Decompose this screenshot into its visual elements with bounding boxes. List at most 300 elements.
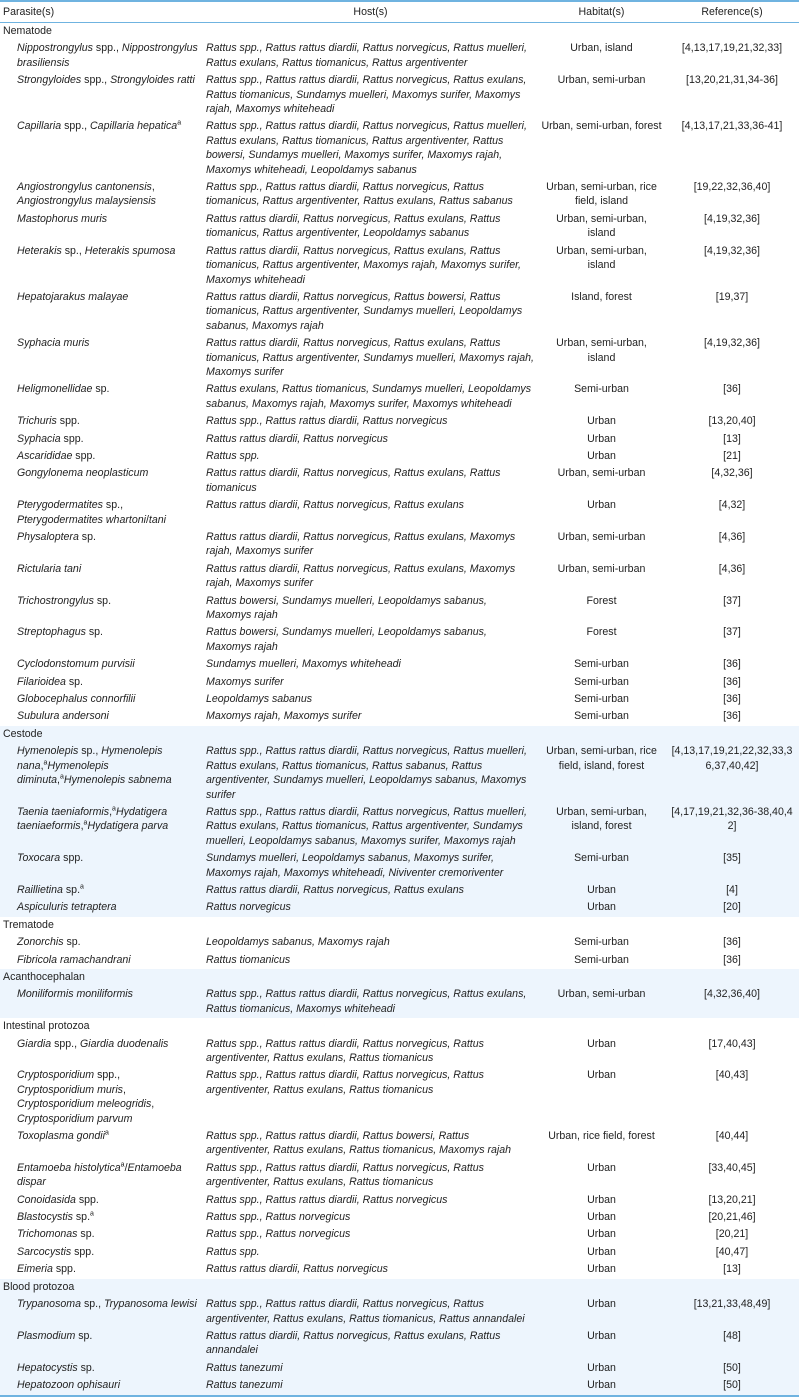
habitat-cell: Urban, semi-urban, island xyxy=(556,337,647,364)
parasite-cell xyxy=(0,289,203,335)
group-row xyxy=(0,726,799,743)
parasite-text: Hymenolepis xyxy=(17,745,82,758)
parasite-cell xyxy=(0,1296,203,1328)
parasite-text: Nippostrongylus xyxy=(17,42,96,55)
reference-cell: [36] xyxy=(723,383,741,396)
parasite-text: spp. xyxy=(78,1193,99,1206)
parasite-cell xyxy=(0,952,203,969)
parasite-text: Cyclodonstomum purvisii xyxy=(17,658,135,671)
habitat-cell: Forest xyxy=(586,594,617,607)
parasite-cell xyxy=(0,656,203,673)
habitat-cell: Semi-urban xyxy=(574,936,629,949)
reference-cell: [19,37] xyxy=(715,290,749,303)
parasite-text: Aspiculuris tetraptera xyxy=(17,901,117,914)
parasite-text: Ascarididae xyxy=(17,449,76,462)
habitat-cell: Semi-urban xyxy=(574,658,629,671)
table-row xyxy=(0,1296,799,1328)
parasite-text: Capillaria hepatica xyxy=(90,120,178,133)
parasite-text: Pterygodermatites xyxy=(17,499,106,512)
group-name: Blood protozoa xyxy=(0,1279,799,1296)
parasite-text: sp. xyxy=(88,626,103,639)
parasite-text: Giardia duodenalis xyxy=(80,1037,169,1050)
group-name: Nematode xyxy=(3,25,52,37)
host-cell: Sundamys muelleri, Leopoldamys sabanus, Maxomys surifer, Maxomys rajah, Maxomys whiteheadi, Niviventer cremoriventer xyxy=(203,850,538,882)
group-row xyxy=(0,969,799,986)
footnote-marker: a xyxy=(80,883,84,891)
host-cell: Rattus spp., Rattus norvegicus xyxy=(206,1228,351,1241)
table-row xyxy=(0,1128,799,1160)
header-parasite: Parasite(s) xyxy=(0,1,203,23)
parasite-cell xyxy=(0,497,203,529)
parasite-text: sp. xyxy=(81,745,96,758)
host-cell: Rattus spp., Rattus rattus diardii, Rattus norvegicus xyxy=(206,1193,448,1206)
host-cell: Rattus rattus diardii, Rattus norvegicus xyxy=(206,432,388,445)
parasite-text: Hymenolepis nana xyxy=(17,745,163,772)
table-row xyxy=(0,656,799,673)
host-cell: Rattus spp., Rattus rattus diardii, Rattus bowersi, Rattus argentiventer, Rattus exulans, Rattus tiomanicus, Maxomys rajah xyxy=(206,1130,512,1157)
host-cell: Rattus spp., Rattus rattus diardii, Rattus norvegicus, Rattus argentiventer, Rattus exulans, Rattus tiomanicus xyxy=(206,1037,484,1064)
parasite-text: Hydatigera parva xyxy=(87,820,169,833)
parasite-cell xyxy=(0,1328,203,1360)
reference-cell: [20] xyxy=(665,899,799,916)
header-host: Host(s) xyxy=(203,1,538,23)
table-row xyxy=(0,1360,799,1377)
habitat-cell: Semi-urban xyxy=(538,850,665,882)
parasite-text: , xyxy=(78,244,85,257)
parasite-cell xyxy=(0,986,203,1018)
habitat-cell: Urban xyxy=(538,899,665,916)
parasite-text: tani xyxy=(148,513,166,526)
habitat-cell: Urban xyxy=(587,1161,616,1174)
parasite-cell xyxy=(0,1377,203,1395)
parasite-text: spp. xyxy=(75,449,96,462)
parasite-cell xyxy=(0,179,203,211)
reference-cell: [4,36] xyxy=(718,531,746,543)
host-cell: Sundamys muelleri, Maxomys whiteheadi xyxy=(206,658,401,671)
host-cell: Rattus spp., Rattus rattus diardii, Rattus norvegicus, Rattus exulans, Rattus tiomanicus, Sundamys muelleri, Maxomys surifer, Maxomys rajah, Maxomys whiteheadi xyxy=(206,74,527,116)
reference-cell: [4,32,36,40] xyxy=(665,986,799,1018)
reference-cell: [36] xyxy=(723,710,741,723)
parasite-text: Zonorchis xyxy=(17,936,67,949)
parasite-cell xyxy=(0,40,203,72)
host-cell: Maxomys rajah, Maxomys surifer xyxy=(206,710,362,723)
reference-cell: [40,47] xyxy=(715,1245,749,1258)
host-cell: Rattus spp., Rattus rattus diardii, Rattus norvegicus, Rattus muelleri, Rattus exulans, Rattus tiomanicus, Rattus argentiventer, Sundamys muelleri, Leopoldamys sabanus, Maxomys surifer, Maxomys rajah xyxy=(203,804,538,850)
habitat-cell: Urban xyxy=(587,1193,616,1206)
reference-cell: [36] xyxy=(723,675,741,688)
habitat-cell: Urban, semi-urban xyxy=(557,562,646,575)
reference-cell: [4,19,32,36] xyxy=(704,337,760,350)
parasite-text: Hydatigera taeniaeformis xyxy=(17,805,168,833)
habitat-cell: Urban xyxy=(587,499,616,512)
parasite-text: Angiostrongylus malaysiensis xyxy=(17,195,156,208)
table-row xyxy=(0,243,799,289)
reference-cell: [36] xyxy=(723,953,741,966)
parasite-cell xyxy=(0,529,203,561)
table-row xyxy=(0,40,799,72)
table-row xyxy=(0,593,799,625)
parasite-text: , xyxy=(151,181,155,194)
habitat-cell: Forest xyxy=(586,626,617,639)
parasite-text: Toxocara xyxy=(17,852,64,865)
reference-cell: [48] xyxy=(665,1328,799,1360)
parasite-cell xyxy=(0,899,203,916)
footnote-marker: a xyxy=(60,773,64,781)
parasite-text: Heterakis spumosa xyxy=(84,244,176,257)
parasite-text: Cryptosporidium muris xyxy=(17,1083,123,1096)
reference-cell: [4,13,17,19,21,22,32,33,36,37,40,42] xyxy=(665,743,799,804)
parasite-text: sp. xyxy=(66,936,81,949)
host-cell: Rattus rattus diardii, Rattus norvegicus, Rattus exulans, Rattus annandalei xyxy=(203,1328,538,1360)
parasite-text: sp. xyxy=(95,383,110,396)
reference-cell: [13,21,33,48,49] xyxy=(665,1296,799,1328)
host-cell: Rattus tanezumi xyxy=(203,1377,538,1395)
parasite-cell xyxy=(0,561,203,593)
reference-cell: [40,44] xyxy=(715,1130,749,1143)
parasite-text: Heterakis xyxy=(17,244,65,257)
parasite-cell xyxy=(0,691,203,708)
parasite-text: / xyxy=(124,1161,128,1174)
table-row xyxy=(0,72,799,118)
parasite-text: , xyxy=(104,74,111,87)
habitat-cell: Urban xyxy=(587,1211,616,1224)
parasite-cell xyxy=(0,934,203,951)
parasite-text: Cryptosporidium meleogridis xyxy=(17,1098,152,1111)
reference-cell: [13,20,40] xyxy=(708,415,756,428)
parasite-text: , xyxy=(95,745,102,758)
parasite-text: spp. xyxy=(63,852,84,865)
table-row xyxy=(0,289,799,335)
reference-cell: [4,19,32,36] xyxy=(704,244,760,257)
habitat-cell: Urban, semi-urban, island, forest xyxy=(538,804,665,850)
reference-cell: [50] xyxy=(665,1360,799,1377)
table-row xyxy=(0,1226,799,1243)
table-row xyxy=(0,899,799,916)
parasite-cell xyxy=(0,1192,203,1209)
habitat-cell: Urban, semi-urban, rice field, island xyxy=(546,181,657,208)
parasite-text: Trypanosoma lewisi xyxy=(103,1298,197,1311)
habitat-cell: Urban, semi-urban xyxy=(557,467,646,480)
habitat-cell: Urban xyxy=(538,1360,665,1377)
reference-cell: [21] xyxy=(723,449,741,462)
parasite-cell xyxy=(0,593,203,625)
table-row xyxy=(0,743,799,804)
footnote-marker: a xyxy=(83,819,88,827)
header-row xyxy=(0,1,799,23)
habitat-cell: Urban, semi-urban xyxy=(557,74,646,87)
habitat-cell: Urban xyxy=(538,882,665,899)
parasite-text: , xyxy=(74,1037,81,1050)
parasite-text: Nippostrongylus brasiliensis xyxy=(17,42,198,69)
group-name: Trematode xyxy=(3,918,54,931)
habitat-cell: Urban xyxy=(587,1228,616,1241)
parasite-text: Mastophorus muris xyxy=(17,212,108,225)
table-row xyxy=(0,381,799,413)
habitat-cell: Urban xyxy=(587,432,616,445)
table-row xyxy=(0,211,799,243)
header-reference: Reference(s) xyxy=(665,1,799,23)
parasite-text: Blastocystis xyxy=(17,1211,76,1224)
table-row xyxy=(0,804,799,850)
reference-cell: [13,20,21] xyxy=(708,1193,756,1206)
parasite-text: Taenia taeniaformis xyxy=(17,805,110,818)
parasite-text: sp. xyxy=(105,499,121,512)
host-cell: Rattus spp., Rattus rattus diardii, Rattus norvegicus, Rattus argentiventer, Rattus exulans, Rattus tiomanicus xyxy=(206,1069,484,1096)
host-cell: Rattus spp., Rattus rattus diardii, Rattus norvegicus, Rattus muelleri, Rattus exulans, Rattus tiomanicus, Rattus argentiventer xyxy=(206,42,527,69)
host-cell: Rattus rattus diardii, Rattus norvegicus, Rattus exulans, Rattus tiomanicus, Rattus argentiventer, Maxomys rajah, Maxomys surifer, Maxomys whiteheadi xyxy=(206,244,521,286)
parasite-cell xyxy=(0,1128,203,1160)
parasite-text: Fibricola ramachandrani xyxy=(17,953,131,966)
table-row xyxy=(0,952,799,969)
parasite-text: Plasmodium xyxy=(17,1329,79,1342)
parasite-text: , xyxy=(115,42,122,55)
parasite-cell xyxy=(0,850,203,882)
group-name: Intestinal protozoa xyxy=(3,1020,90,1033)
parasite-text: Streptophagus xyxy=(17,626,89,639)
parasite-cell xyxy=(0,335,203,381)
parasite-cell xyxy=(0,1160,203,1192)
parasite-text: spp. xyxy=(64,120,85,133)
parasite-text: Syphacia xyxy=(17,432,64,445)
table-row xyxy=(0,986,799,1018)
parasite-text: Hepatozoon ophisauri xyxy=(17,1379,121,1392)
parasite-text: sp. xyxy=(80,1228,95,1241)
host-cell: Rattus rattus diardii, Rattus norvegicus, Rattus exulans, Rattus tiomanicus xyxy=(206,467,501,494)
habitat-cell: Urban xyxy=(538,1377,665,1395)
parasite-text: spp. xyxy=(97,1069,118,1082)
parasite-cell xyxy=(0,674,203,691)
host-cell: Rattus tiomanicus xyxy=(206,953,291,966)
reference-cell: [4,36] xyxy=(718,562,746,575)
reference-cell: [4,13,17,19,21,32,33] xyxy=(681,42,783,55)
parasite-cell xyxy=(0,381,203,413)
parasite-text: Trichostrongylus xyxy=(17,594,97,607)
parasite-text: Hymenolepis diminuta xyxy=(17,759,109,787)
habitat-cell: Island, forest xyxy=(571,290,632,303)
habitat-cell: Urban xyxy=(587,449,616,462)
parasite-text: , xyxy=(117,1069,121,1082)
table-row xyxy=(0,1244,799,1261)
parasite-cell xyxy=(0,413,203,430)
parasite-cell xyxy=(0,431,203,448)
habitat-cell: Urban, semi-urban xyxy=(557,531,646,543)
habitat-cell: Urban, semi-urban, forest xyxy=(541,120,662,133)
group-name: Acanthocephalan xyxy=(0,969,799,986)
habitat-cell: Urban xyxy=(587,1037,616,1050)
parasite-text: Moniliformis moniliformis xyxy=(17,988,133,1001)
parasite-text: Syphacia muris xyxy=(17,337,90,350)
host-cell: Rattus exulans, Rattus tiomanicus, Sundamys muelleri, Leopoldamys sabanus, Maxomys rajah, Maxomys surifer, Maxomys whiteheadi xyxy=(206,383,532,410)
reference-cell: [4,19,32,36] xyxy=(704,212,760,225)
habitat-cell: Urban xyxy=(587,1069,616,1082)
parasite-text: Conoidasida xyxy=(17,1193,79,1206)
parasite-cell xyxy=(0,211,203,243)
parasite-text: , xyxy=(80,820,84,833)
parasite-text: Gongylonema neoplasticum xyxy=(17,467,149,480)
parasite-text: Rictularia tani xyxy=(17,562,82,575)
reference-cell: [37] xyxy=(723,594,741,607)
reference-cell: [20,21] xyxy=(715,1228,749,1241)
parasite-cell xyxy=(0,465,203,497)
parasite-text: , xyxy=(120,499,124,512)
table-row xyxy=(0,1209,799,1226)
parasite-text: Entamoeba histolytica xyxy=(17,1161,121,1174)
parasite-text: sp. xyxy=(81,531,96,543)
parasite-text: sp. xyxy=(96,594,112,607)
table-row xyxy=(0,882,799,899)
table-row xyxy=(0,1192,799,1209)
table-row xyxy=(0,624,799,656)
reference-cell: [19,22,32,36,40] xyxy=(693,181,771,194)
host-cell: Rattus spp., Rattus rattus diardii, Rattus norvegicus, Rattus muelleri, Rattus exulans, Rattus tiomanicus, Rattus sabanus, Rattus argentiventer, Sundamys muelleri, Leopoldamys sabanus, Maxomys surifer xyxy=(203,743,538,804)
host-cell: Rattus rattus diardii, Rattus norvegicus, Rattus exulans xyxy=(203,882,538,899)
habitat-cell: Urban xyxy=(538,1296,665,1328)
parasite-text: Entamoeba dispar xyxy=(17,1161,182,1189)
group-row xyxy=(0,23,799,41)
host-cell: Rattus spp., Rattus rattus diardii, Rattus norvegicus, Rattus tiomanicus, Rattus argentiventer, Rattus exulans, Rattus sabanus xyxy=(206,181,513,208)
table-row xyxy=(0,1377,799,1395)
parasite-cell xyxy=(0,1226,203,1243)
group-row xyxy=(0,1018,799,1035)
parasite-cell xyxy=(0,708,203,725)
footnote-marker: a xyxy=(112,805,116,813)
parasite-cell xyxy=(0,624,203,656)
parasite-text: sp. xyxy=(78,1329,93,1342)
table-row xyxy=(0,1160,799,1192)
parasite-text: spp. xyxy=(59,415,80,428)
parasite-text: Eimeria xyxy=(17,1263,56,1276)
habitat-cell: Urban xyxy=(587,1245,616,1258)
reference-cell: [13,20,21,31,34-36] xyxy=(686,74,778,87)
parasite-text: Pterygodermatites whartoni xyxy=(17,513,146,526)
habitat-cell: Semi-urban xyxy=(574,953,629,966)
parasite-text: sp. xyxy=(83,1298,99,1311)
parasite-cell xyxy=(0,882,203,899)
table-body xyxy=(0,23,799,1396)
habitat-cell: Urban, semi-urban, rice field, island, forest xyxy=(538,743,665,804)
parasite-text: Trichomonas xyxy=(17,1228,81,1241)
table-row xyxy=(0,691,799,708)
parasite-cell xyxy=(0,804,203,850)
parasite-text: spp. xyxy=(84,74,105,87)
table-row xyxy=(0,179,799,211)
parasite-text: Strongyloides xyxy=(17,74,85,87)
parasite-text: Hepatojarakus malayae xyxy=(17,290,129,303)
reference-cell: [4,32] xyxy=(718,499,746,512)
parasite-text: , xyxy=(98,1298,104,1311)
footnote-marker: a xyxy=(43,759,48,767)
host-cell: Rattus norvegicus xyxy=(203,899,538,916)
table-row xyxy=(0,674,799,691)
habitat-cell: Urban, semi-urban xyxy=(538,986,665,1018)
parasite-text: sp. xyxy=(68,675,83,688)
habitat-cell: Urban xyxy=(587,1263,616,1276)
parasite-text: Physaloptera xyxy=(17,531,82,543)
table-row xyxy=(0,1036,799,1068)
parasite-text: Trichuris xyxy=(17,415,60,428)
host-cell: Rattus rattus diardii, Rattus norvegicus, Rattus exulans, Maxomys rajah, Maxomys surifer xyxy=(206,531,516,558)
parasite-text: Capillaria xyxy=(17,120,65,133)
parasite-text: Giardia xyxy=(17,1037,55,1050)
reference-cell: [36] xyxy=(723,693,741,706)
habitat-cell: Semi-urban xyxy=(574,693,629,706)
habitat-cell: Semi-urban xyxy=(574,710,629,723)
reference-cell: [50] xyxy=(665,1377,799,1395)
table-row xyxy=(0,1261,799,1278)
parasite-text: sp. xyxy=(80,1361,95,1374)
group-name: Cestode xyxy=(0,726,799,743)
table-row xyxy=(0,448,799,465)
parasite-text: , xyxy=(151,1098,155,1111)
table-row xyxy=(0,708,799,725)
habitat-cell: Urban, island xyxy=(570,42,633,55)
habitat-cell: Urban, rice field, forest xyxy=(548,1130,655,1143)
habitat-cell: Urban xyxy=(538,1328,665,1360)
parasite-text: spp. xyxy=(54,1037,75,1050)
parasite-text: Sarcocystis xyxy=(17,1245,75,1258)
table-row xyxy=(0,1328,799,1360)
parasite-text: Hepatocystis xyxy=(17,1361,81,1374)
host-cell: Rattus rattus diardii, Rattus norvegicus, Rattus exulans, Rattus tiomanicus, Rattus argentiventer, Sundamys muelleri, Maxomys rajah, Maxomys surifer xyxy=(206,337,534,378)
habitat-cell: Semi-urban xyxy=(574,383,629,396)
parasite-text: Angiostrongylus cantonensis xyxy=(17,181,152,194)
reference-cell: [4,13,17,21,33,36-41] xyxy=(681,120,783,133)
parasite-cell xyxy=(0,743,203,804)
host-cell: Rattus rattus diardii, Rattus norvegicus, Rattus bowersi, Rattus tiomanicus, Rattus argentiventer, Sundamys muelleri, Leopoldamys sabanus, Maxomys rajah xyxy=(206,290,523,332)
table-row xyxy=(0,529,799,561)
parasite-text: Hymenolepis sabnema xyxy=(63,774,172,787)
host-cell: Leopoldamys sabanus, Maxomys rajah xyxy=(206,936,390,949)
host-cell: Rattus rattus diardii, Rattus norvegicus, Rattus exulans, Rattus tiomanicus, Rattus argentiventer, Leopoldamys sabanus xyxy=(206,212,501,240)
table-row xyxy=(0,431,799,448)
table-row xyxy=(0,561,799,593)
parasite-text: Cryptosporidium xyxy=(17,1069,98,1082)
reference-cell: [13] xyxy=(723,1263,741,1276)
footnote-marker: a xyxy=(120,1161,125,1169)
parasite-text: Trypanosoma xyxy=(17,1298,84,1311)
parasite-text: sp. xyxy=(65,883,81,896)
reference-cell: [4,32,36] xyxy=(711,467,753,480)
reference-cell: [35] xyxy=(665,850,799,882)
parasite-cell xyxy=(0,448,203,465)
host-cell: Rattus spp., Rattus norvegicus xyxy=(206,1211,351,1224)
table-row xyxy=(0,413,799,430)
parasite-cell xyxy=(0,1261,203,1278)
parasite-text: , xyxy=(57,774,60,787)
host-cell: Leopoldamys sabanus xyxy=(206,693,313,706)
footnote-marker: a xyxy=(90,1210,94,1218)
parasite-text: / xyxy=(145,513,149,526)
footnote-marker: a xyxy=(177,119,182,127)
header-habitat: Habitat(s) xyxy=(538,1,665,23)
table-row xyxy=(0,335,799,381)
group-row xyxy=(0,917,799,934)
parasite-cell xyxy=(0,1244,203,1261)
group-row xyxy=(0,1279,799,1296)
parasite-text: spp. xyxy=(74,1245,95,1258)
reference-cell: [4,17,19,21,32,36-38,40,42] xyxy=(665,804,799,850)
parasite-text: spp. xyxy=(55,1263,76,1276)
host-cell: Rattus bowersi, Sundamys muelleri, Leopoldamys sabanus, Maxomys rajah xyxy=(206,626,487,653)
reference-cell: [17,40,43] xyxy=(708,1037,756,1050)
habitat-cell: Urban, semi-urban, island xyxy=(556,212,647,240)
reference-cell: [40,43] xyxy=(715,1069,749,1082)
table-row xyxy=(0,465,799,497)
parasite-text: Heligmonellidae xyxy=(17,383,96,396)
reference-cell: [36] xyxy=(723,936,741,949)
host-cell: Rattus spp., Rattus rattus diardii, Rattus norvegicus, Rattus argentiventer, Rattus exulans, Rattus tiomanicus xyxy=(206,1161,484,1189)
parasite-text: , xyxy=(109,805,113,818)
